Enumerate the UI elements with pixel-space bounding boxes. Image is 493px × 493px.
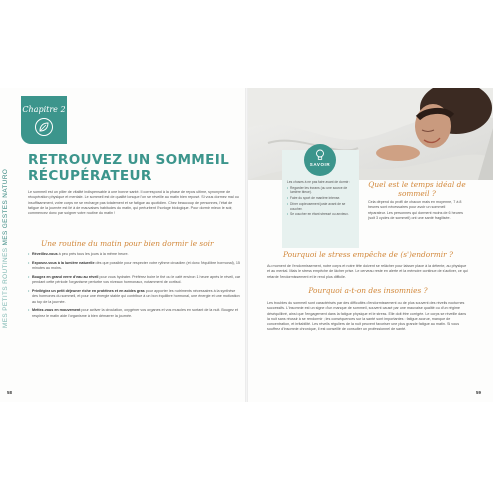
question-heading-insomnia: Pourquoi a-t-on des insomnies ?	[308, 286, 428, 295]
running-header	[2, 118, 10, 328]
list-item: • Exposez-vous à la lumière naturelle dès que possible pour respecter votre rythme circadien (et donc l'équilibre hormonal), 15 minutes au moins.	[28, 261, 242, 272]
savoir-intro: Les choses à ne pas faire avant de dormir :	[287, 180, 351, 184]
savoir-content	[287, 180, 355, 218]
running-header-dark: MES GESTES NATURO	[2, 168, 9, 246]
lightbulb-icon	[315, 149, 325, 161]
list-item: • Bougez en grand verre d'eau au réveil pour vous hydrater. Préférez boire le thé ou le café environ 1 heure après le réveil, car pendant cette période l'organisme perturbe vos niveaux hormonaux, notamment de cortisol.	[28, 275, 242, 286]
list-item: • Privilégiez un petit déjeuner riche en protéines et en acides gras pour apporter les nutriments nécessaires à la synthèse des hormones du sommeil, et pour une énergie stable qui contribue à un bon équilibre hormonal, une énergie et une motivation au top de la journée.	[28, 289, 242, 305]
list-item: • Dîner copieusement juste avant de se coucher.	[287, 202, 355, 211]
morning-routine-list	[28, 252, 242, 322]
question-text-stress: Au moment de l'endormissement, notre corps et notre tête doivent se relâcher pour laisser place à la détente, au physique et au mental. Mais le stress empêche de lâcher prise. Le cerveau reste en alerte et la mémoire continue de s'activer, ce qui retarde l'endormissement et le rend plus difficile.	[267, 264, 468, 279]
question-text-insomnia: Les troubles du sommeil sont caractérisés par des difficultés d'endormissement ou de plus souvent des réveils nocturnes successifs. L'insomnie est un signe d'un manque de sommeil, souvent causé par une mauvaise qualité ou d'un régime déséquilibré, ainsi que l'engagement dans la fatigue physique et le stress. Elle doit être corrigée. Le corps se réveille dans la nuit sans réussir à se rendormir ; les conséquences sur la santé sont importantes : fatigue accrue, manque de concentration, et irritabilité. Les réveils réguliers de la nuit peuvent favoriser une plus grande fatigue au matin. Si vous souffrez d'insomnie chronique, il est conseillé de consulter un professionnel de santé.	[267, 301, 467, 332]
list-item: • Réveillez-vous à peu près tous les jours à la même heure.	[28, 252, 242, 257]
savoir-items	[287, 186, 355, 217]
savoir-label: SAVOIR	[309, 162, 331, 167]
list-item: • Faire du sport de manière intense.	[287, 196, 355, 200]
list-item: • Mettez-vous en mouvement pour activer la circulation, oxygéner vos organes et vos muscles en sortant de la nuit. Bougez et respirez le matin aide l'organisme à bien démarrer la journée.	[28, 308, 242, 319]
savoir-badge	[304, 144, 336, 176]
morning-routine-heading: Une routine du matin pour bien dormir le soir	[41, 239, 214, 248]
page-number-left: 58	[7, 390, 12, 395]
question-heading-stress: Pourquoi le stress empêche de (s')endormir ?	[283, 250, 453, 259]
question-text-sleep-time: Cela dépend du profil de chacun mais en moyenne, 7 à 8 heures sont nécessaires pour avoir un sommeil réparateur. Les personnes qui dorment moins de 6 heures (soit 3 cycles de sommeil) ont une santé fragilisée.	[368, 200, 463, 220]
list-item: • Regarder les écrans (ou une source de lumière bleue).	[287, 186, 355, 195]
list-item: • Se coucher en étant stressé ou anxieux.	[287, 212, 355, 216]
chapter-title: RETROUVEZ UN SOMMEIL RÉCUPÉRATEUR	[28, 152, 230, 184]
chapter-badge	[21, 96, 67, 144]
leaf-icon	[35, 118, 53, 136]
intro-paragraph: Le sommeil est un pilier de vitalité indispensable à une bonne santé. Il correspond à la phase de repos ultime, synonyme de récupération physique et mentale. Le sommeil est de qualité lorsque l'on se réveille au matin bien reposé. Si vous dormez mal ou insuffisamment, votre corps ne se recharge pas totalement et se fatigue au quotidien. Chez beaucoup de personnes, l'état de fatigue de la journée est lié à de mauvaises habitudes du matin, qui perturbent l'horloge biologique. Pour dormir mieux le soir, commencez donc par soigner votre routine du matin !	[28, 190, 239, 216]
savoir-box	[282, 150, 359, 248]
page-number-right: 59	[476, 390, 481, 395]
chapter-label: Chapitre 2	[22, 105, 66, 114]
running-header-light: MES PETITS ROUTINES	[2, 247, 9, 328]
question-heading-sleep-time: Quel est le temps idéal de sommeil ?	[368, 180, 466, 198]
